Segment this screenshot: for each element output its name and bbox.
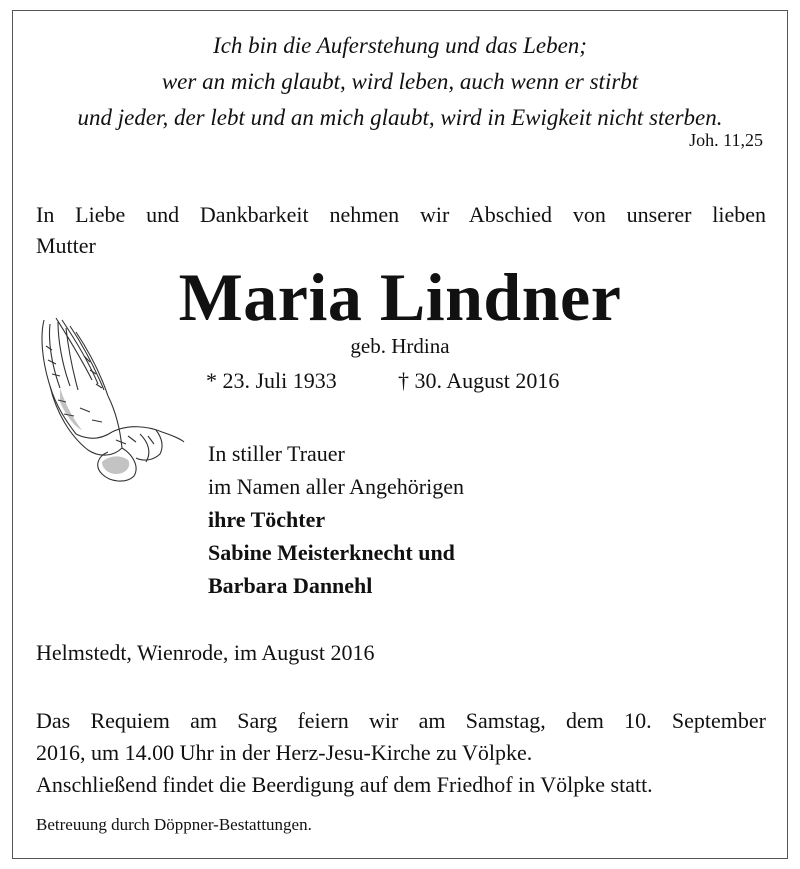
mourner-name-2: Barbara Dannehl: [208, 573, 373, 598]
verse-reference: Joh. 11,25: [689, 130, 763, 150]
mourner-name-1: Sabine Meisterknecht und: [208, 540, 455, 565]
praying-hands-icon: [36, 316, 186, 488]
death-date: † 30. August 2016: [398, 368, 560, 393]
verse-line-3: und jeder, der lebt und an mich glaubt, wird in Ewigkeit nicht sterben.: [77, 105, 723, 130]
deceased-name: Maria Lindner: [178, 259, 622, 335]
maiden-name: geb. Hrdina: [350, 334, 450, 358]
service-line-1: Das Requiem am Sarg feiern wir am Samstag, dem 10. September: [36, 708, 766, 733]
funeral-home-note: Betreuung durch Döppner-Bestattungen.: [36, 815, 312, 834]
intro-line-2: Mutter: [36, 233, 96, 258]
service-line-2: 2016, um 14.00 Uhr in der Herz-Jesu-Kirche zu Völpke.: [36, 740, 533, 765]
intro-line-1: In Liebe und Dankbarkeit nehmen wir Abschied von unserer lieben: [36, 202, 766, 227]
verse-line-1: Ich bin die Auferstehung und das Leben;: [213, 33, 587, 58]
verse-line-2: wer an mich glaubt, wird leben, auch wenn er stirbt: [161, 69, 639, 94]
mourners-line-2: im Namen aller Angehörigen: [208, 474, 464, 499]
birth-date: * 23. Juli 1933: [206, 368, 337, 393]
mourners-line-1: In stiller Trauer: [208, 441, 345, 466]
mourners-daughters: ihre Töchter: [208, 507, 326, 532]
place-date: Helmstedt, Wienrode, im August 2016: [36, 640, 375, 665]
service-line-3: Anschließend findet die Beerdigung auf dem Friedhof in Völpke statt.: [36, 772, 653, 797]
